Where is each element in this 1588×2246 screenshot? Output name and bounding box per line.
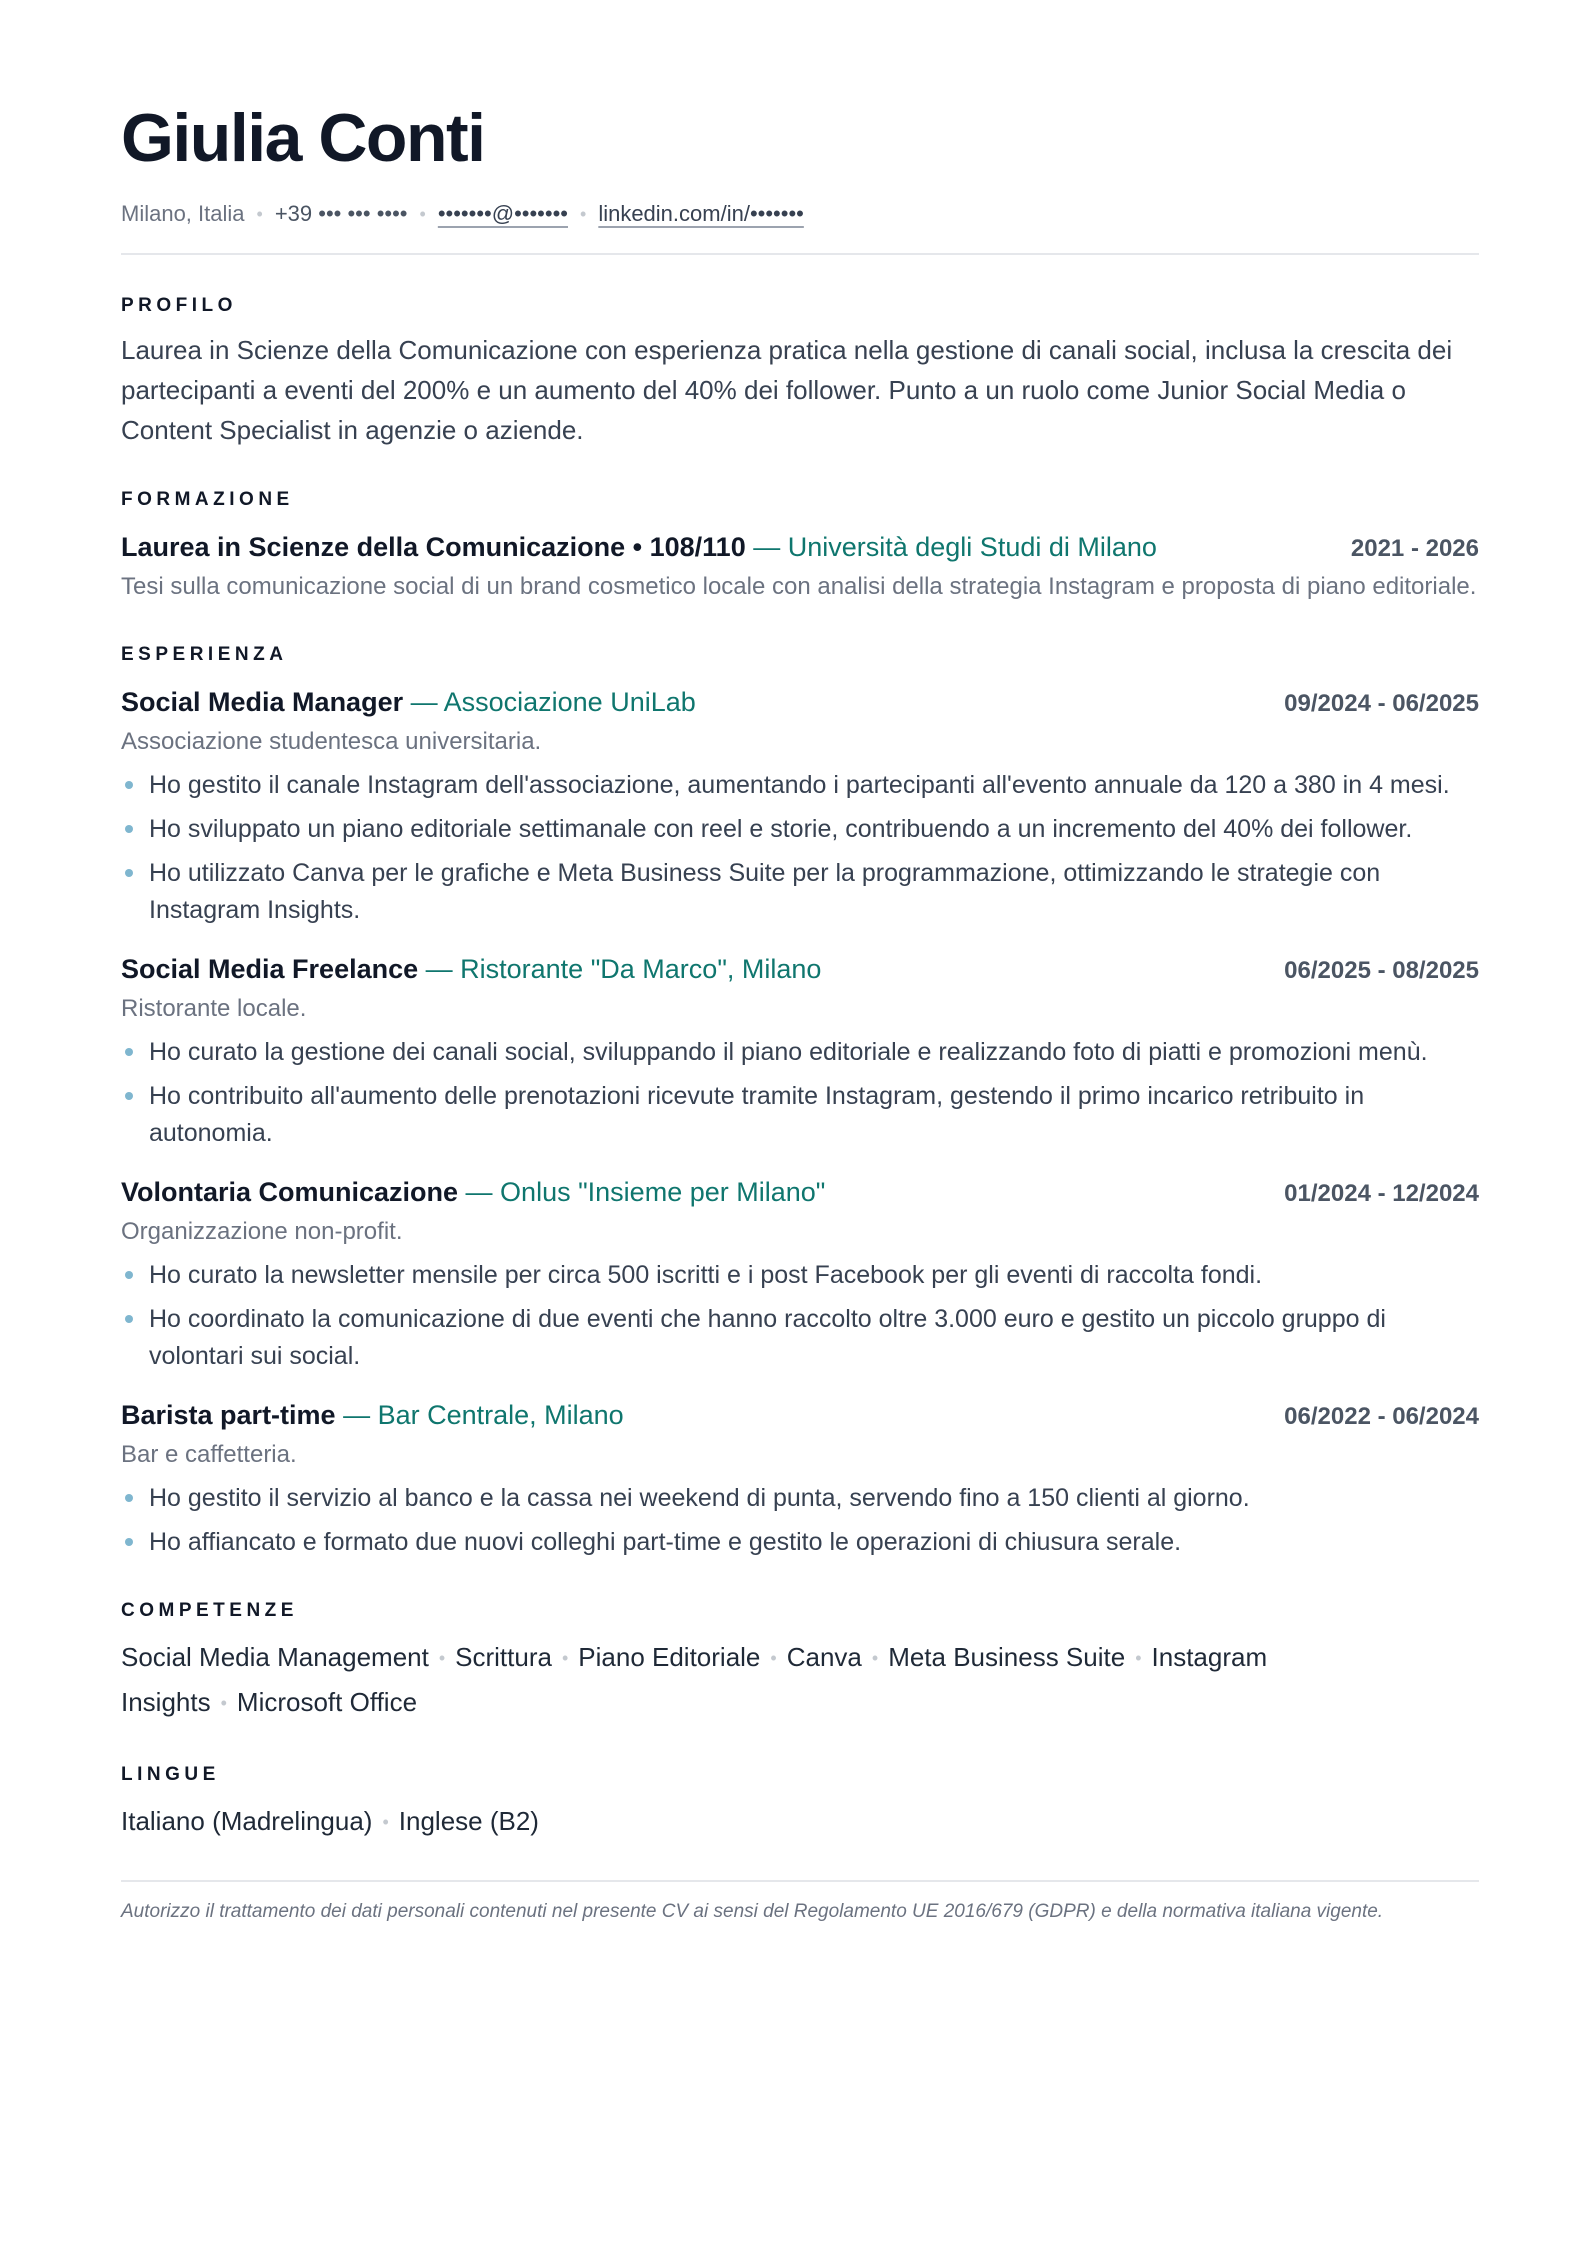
job-bullets xyxy=(121,1480,1479,1561)
bullet-item: Ho curato la gestione dei canali social, sviluppando il piano editoriale e realizzando foto di piatti e promozioni menù. xyxy=(121,1034,1479,1071)
header-divider xyxy=(121,253,1479,255)
education-entry xyxy=(121,529,1479,605)
job-dates: 09/2024 - 06/2025 xyxy=(1284,690,1479,717)
skill-item: Instagram Insights xyxy=(121,1642,1268,1717)
skill-item: Piano Editoriale xyxy=(578,1642,761,1672)
contact-line xyxy=(121,198,1479,230)
bullet-item: Ho utilizzato Canva per le grafiche e Meta Business Suite per la programmazione, ottimizzando le strategie con Instagram Insights. xyxy=(121,855,1479,929)
skill-item: Social Media Management xyxy=(121,1642,429,1672)
job-organization: — Onlus "Insieme per Milano" xyxy=(458,1177,826,1207)
separator-dot: • xyxy=(382,1812,389,1832)
skills-list xyxy=(121,1635,1479,1725)
contact-phone: +39 ••• ••• •••• xyxy=(274,201,408,226)
bullet-item: Ho affiancato e formato due nuovi colleghi part-time e gestito le operazioni di chiusura serale. xyxy=(121,1524,1479,1561)
skill-item: Meta Business Suite xyxy=(888,1642,1126,1672)
separator-dot: • xyxy=(438,1648,446,1668)
gdpr-consent-note: Autorizzo il trattamento dei dati personali contenuti nel presente CV ai sensi del Regolamento UE 2016/679 (GDPR) e della normativa italiana vigente. xyxy=(121,1901,1384,1922)
experience-entry xyxy=(121,951,1479,1152)
bullet-item: Ho gestito il canale Instagram dell'associazione, aumentando i partecipanti all'evento annuale da 120 a 380 in 4 mesi. xyxy=(121,767,1479,804)
job-bullets xyxy=(121,1257,1479,1375)
section-profile xyxy=(121,292,1479,450)
job-dates: 01/2024 - 12/2024 xyxy=(1284,1180,1479,1207)
bullet-item: Ho contribuito all'aumento delle prenotazioni ricevute tramite Instagram, gestendo il primo incarico retribuito in autonomia. xyxy=(121,1078,1479,1152)
experience-entry xyxy=(121,1397,1479,1561)
separator-dot: • xyxy=(1135,1648,1142,1668)
separator-dot: • xyxy=(419,203,426,224)
languages-list xyxy=(121,1799,1479,1844)
contact-email-link[interactable]: •••••••@••••••• xyxy=(437,201,568,226)
language-item: Inglese (B2) xyxy=(398,1806,539,1836)
section-skills xyxy=(121,1597,1479,1725)
skill-item: Microsoft Office xyxy=(236,1687,418,1717)
separator-dot: • xyxy=(580,203,587,224)
job-dates: 06/2025 - 08/2025 xyxy=(1284,957,1479,984)
job-description: Ristorante locale. xyxy=(121,995,307,1022)
section-title-languages: LINGUE xyxy=(121,1764,220,1785)
job-role: Volontaria Comunicazione xyxy=(121,1177,459,1207)
job-description: Bar e caffetteria. xyxy=(121,1441,297,1468)
job-organization: — Associazione UniLab xyxy=(403,687,696,717)
skill-item: Scrittura xyxy=(455,1642,552,1672)
contact-linkedin-link[interactable]: linkedin.com/in/••••••• xyxy=(598,201,804,226)
separator-dot: • xyxy=(871,1648,879,1668)
job-organization: — Bar Centrale, Milano xyxy=(335,1400,624,1430)
experience-entry xyxy=(121,684,1479,929)
language-item: Italiano (Madrelingua) xyxy=(121,1806,373,1836)
resume-page xyxy=(121,96,1479,1926)
section-languages xyxy=(121,1761,1479,1844)
section-title-experience: ESPERIENZA xyxy=(121,644,288,665)
section-title-education: FORMAZIONE xyxy=(121,489,294,510)
education-description: Tesi sulla comunicazione social di un brand cosmetico locale con analisi della strategia Instagram e proposta di piano editoriale. xyxy=(121,573,1477,600)
experience-entry xyxy=(121,1174,1479,1375)
separator-dot: • xyxy=(256,203,263,224)
job-description: Associazione studentesca universitaria. xyxy=(121,728,542,755)
job-bullets xyxy=(121,767,1479,929)
bullet-item: Ho sviluppato un piano editoriale settimanale con reel e storie, contribuendo a un incremento del 40% dei follower. xyxy=(121,811,1479,848)
job-description: Organizzazione non-profit. xyxy=(121,1218,403,1245)
candidate-name: Giulia Conti xyxy=(121,100,485,176)
job-dates: 06/2022 - 06/2024 xyxy=(1284,1403,1479,1430)
separator-dot: • xyxy=(770,1648,777,1668)
education-dates: 2021 - 2026 xyxy=(1350,535,1479,562)
section-title-profile: PROFILO xyxy=(121,295,237,316)
separator-dot: • xyxy=(561,1648,569,1668)
education-institution: — Università degli Studi di Milano xyxy=(745,532,1157,562)
separator-dot: • xyxy=(220,1693,227,1713)
job-bullets xyxy=(121,1034,1479,1152)
profile-text: Laurea in Scienze della Comunicazione con esperienza pratica nella gestione di canali social, inclusa la crescita dei partecipanti a eventi del 200% e un aumento del 40% dei follower. Punto a un ruolo come Junior Social Media o Content Specialist in agenzie o aziende. xyxy=(121,335,1453,445)
bullet-item: Ho curato la newsletter mensile per circa 500 iscritti e i post Facebook per gli eventi di raccolta fondi. xyxy=(121,1257,1479,1294)
footer-divider xyxy=(121,1880,1479,1882)
job-organization: — Ristorante "Da Marco", Milano xyxy=(418,954,822,984)
contact-location: Milano, Italia xyxy=(121,201,245,226)
bullet-item: Ho coordinato la comunicazione di due eventi che hanno raccolto oltre 3.000 euro e gestito un piccolo gruppo di volontari sui social. xyxy=(121,1301,1479,1375)
education-degree: Laurea in Scienze della Comunicazione • 108/110 xyxy=(121,532,746,562)
job-role: Social Media Freelance xyxy=(121,954,419,984)
section-education xyxy=(121,486,1479,605)
skill-item: Canva xyxy=(786,1642,862,1672)
job-role: Social Media Manager xyxy=(121,687,404,717)
bullet-item: Ho gestito il servizio al banco e la cassa nei weekend di punta, servendo fino a 150 clienti al giorno. xyxy=(121,1480,1479,1517)
job-role: Barista part-time xyxy=(121,1400,336,1430)
section-title-skills: COMPETENZE xyxy=(121,1600,298,1621)
section-experience xyxy=(121,641,1479,1561)
